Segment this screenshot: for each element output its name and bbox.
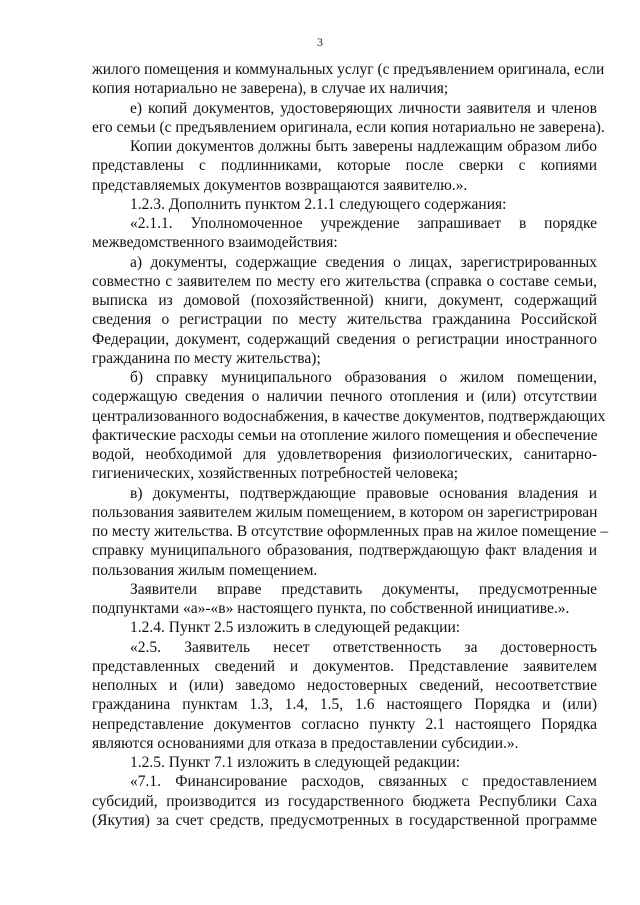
text-line: Федерации, документ, содержащий сведения о регистрации иностранного bbox=[92, 330, 597, 348]
text-line: являются основаниями для отказа в предоставлении субсидии.». bbox=[92, 734, 519, 752]
text-line: межведомственного взаимодействия: bbox=[92, 234, 338, 252]
text-line: представленных сведений и документов. Представление заявителем bbox=[92, 657, 597, 675]
text-line: централизованного водоснабжения, в качестве документов, подтверждающих bbox=[92, 407, 606, 425]
text-line: «7.1. Финансирование расходов, связанных с предоставлением bbox=[130, 773, 597, 791]
text-line: совместно с заявителем по месту его жительства (справка о составе семьи, bbox=[92, 272, 597, 290]
text-line: а) документы, содержащие сведения о лицах, зарегистрированных bbox=[130, 253, 597, 271]
text-line: жилого помещения и коммунальных услуг (с предъявлением оригинала, если bbox=[92, 61, 605, 78]
text-line: е) копий документов, удостоверяющих личности заявителя и членов bbox=[130, 99, 597, 117]
text-line: фактические расходы семьи на отопление жилого помещения и обеспечение bbox=[92, 426, 598, 444]
text-line: субсидий, производится из государственного бюджета Республики Саха bbox=[92, 792, 597, 810]
text-line: гражданина пунктам 1.3, 1.4, 1.5, 1.6 настоящего Порядка и (или) bbox=[92, 696, 597, 714]
text-line: справку муниципального образования, подтверждающую факт владения и bbox=[92, 542, 597, 560]
document-body bbox=[92, 60, 609, 830]
text-line: неполных и (или) заведомо недостоверных сведений, несоответствие bbox=[92, 677, 597, 694]
text-line: «2.5. Заявитель несет ответственность за достоверность bbox=[130, 638, 597, 656]
text-line: Копии документов должны быть заверены надлежащим образом либо bbox=[130, 138, 597, 155]
page-number: 3 bbox=[317, 35, 323, 49]
text-line: пользования жилым помещением. bbox=[92, 561, 318, 579]
text-line: (Якутия) за счет средств, предусмотренных в государственной программе bbox=[92, 811, 597, 829]
text-line: гигиенических, хозяйственных потребностей человека; bbox=[92, 465, 459, 483]
text-line: его семьи (с предъявлением оригинала, если копия нотариально не заверена). bbox=[92, 118, 605, 136]
text-line: по месту жительства. В отсутствие оформленных прав на жилое помещение – bbox=[92, 523, 609, 540]
text-line: содержащую сведения о наличии печного отопления и (или) отсутствии bbox=[92, 388, 597, 406]
text-line: 1.2.3. Дополнить пунктом 2.1.1 следующего содержания: bbox=[130, 195, 507, 213]
text-line: копия нотариально не заверена), в случае их наличия; bbox=[92, 80, 449, 98]
text-line: сведения о регистрации по месту жительства гражданина Российской bbox=[92, 311, 597, 329]
text-line: подпунктами «а»-«в» настоящего пункта, по собственной инициативе.». bbox=[92, 600, 570, 617]
text-line: непредставление документов согласно пункту 2.1 настоящего Порядка bbox=[92, 715, 597, 733]
text-line: 1.2.4. Пункт 2.5 изложить в следующей редакции: bbox=[130, 619, 461, 637]
text-line: «2.1.1. Уполномоченное учреждение запрашивает в порядке bbox=[130, 215, 597, 232]
text-line: пользования заявителем жилым помещением, в котором он зарегистрирован bbox=[92, 503, 598, 521]
text-line: б) справку муниципального образования о жилом помещении, bbox=[130, 369, 597, 386]
text-line: гражданина по месту жительства); bbox=[92, 349, 321, 367]
text-line: представлены с подлинниками, которые после сверки с копиями bbox=[92, 157, 597, 175]
text-line: представляемых документов возвращаются заявителю.». bbox=[92, 176, 468, 194]
text-line: выписка из домовой (похозяйственной) книги, документ, содержащий bbox=[92, 292, 597, 309]
text-line: 1.2.5. Пункт 7.1 изложить в следующей редакции: bbox=[130, 754, 461, 771]
text-line: Заявители вправе представить документы, предусмотренные bbox=[130, 580, 597, 598]
text-line: водой, необходимой для удовлетворения физиологических, санитарно- bbox=[92, 446, 597, 463]
text-line: в) документы, подтверждающие правовые основания владения и bbox=[130, 484, 597, 502]
